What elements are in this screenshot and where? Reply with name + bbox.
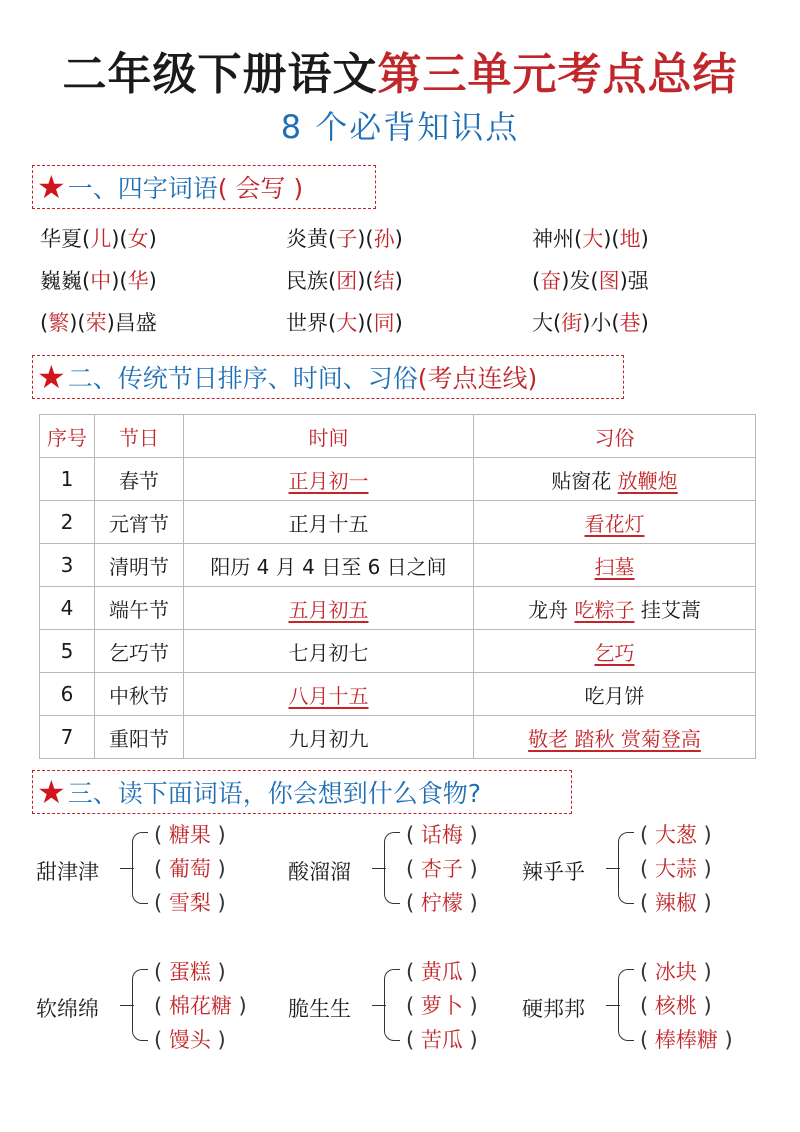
food-option <box>406 1023 478 1057</box>
cell-no: 6 <box>40 673 95 716</box>
time-text: 七月初七 <box>288 640 369 665</box>
idiom-text: ) <box>394 227 403 251</box>
food-group <box>288 955 538 1063</box>
custom-plain: 贴窗花 <box>551 468 618 493</box>
idiom-answer: 荣 <box>85 311 107 335</box>
time-text: 正月初一 <box>288 468 369 493</box>
cell-no: 5 <box>40 630 95 673</box>
brace-line <box>618 832 634 904</box>
idiom-answer: 结 <box>373 269 395 293</box>
idiom-item <box>40 302 286 344</box>
idiom-answer: 中 <box>90 269 112 293</box>
paren-open: ( <box>406 891 421 915</box>
page-title <box>0 38 800 102</box>
idiom-answer: 子 <box>336 227 358 251</box>
paren-close: ) <box>696 960 712 984</box>
idiom-text: ( <box>532 269 541 293</box>
food-option <box>154 886 226 920</box>
paren-close: ) <box>210 1028 226 1052</box>
idiom-text: ) <box>640 311 649 335</box>
food-options <box>406 818 478 920</box>
cell-festival: 元宵节 <box>95 501 184 544</box>
food-option <box>640 989 733 1023</box>
food-answer: 大葱 <box>654 823 697 847</box>
custom-plain: 龙舟 <box>528 597 575 622</box>
paren-open: ( <box>406 960 421 984</box>
cell-time <box>184 544 474 587</box>
food-options <box>640 955 733 1057</box>
custom-answer: 放鞭炮 <box>617 468 678 493</box>
cell-festival: 清明节 <box>95 544 184 587</box>
cell-no: 4 <box>40 587 95 630</box>
food-answer: 大蒜 <box>654 857 697 881</box>
paren-close: ) <box>696 857 712 881</box>
cell-time <box>184 458 474 501</box>
food-options <box>154 955 247 1057</box>
paren-open: ( <box>640 857 655 881</box>
food-option <box>640 818 712 852</box>
custom-plain: 吃月饼 <box>584 683 645 708</box>
food-option <box>154 955 247 989</box>
paren-close: ) <box>696 891 712 915</box>
idiom-answer: 巷 <box>619 311 641 335</box>
idiom-row <box>40 260 780 302</box>
idiom-answer: 图 <box>598 269 620 293</box>
custom-answer: 看花灯 <box>584 511 645 536</box>
table-row <box>40 587 756 630</box>
paren-close: ) <box>462 960 478 984</box>
idiom-item <box>532 260 778 302</box>
time-text: 五月初五 <box>288 597 369 622</box>
cell-festival: 中秋节 <box>95 673 184 716</box>
idiom-text: ) <box>394 311 403 335</box>
col-header-time: 时间 <box>184 415 474 458</box>
food-word: 辣乎乎 <box>522 860 585 884</box>
festival-table <box>39 414 756 759</box>
idiom-text: )昌盛 <box>106 311 157 335</box>
paren-close: ) <box>210 823 226 847</box>
food-option <box>406 818 478 852</box>
food-option <box>640 852 712 886</box>
food-group <box>288 818 538 926</box>
idiom-text: )( <box>111 227 128 251</box>
idiom-text: 世界( <box>286 311 337 335</box>
food-option <box>406 852 478 886</box>
idiom-answer: 大 <box>336 311 358 335</box>
idiom-answer: 繁 <box>48 311 70 335</box>
paren-open: ( <box>406 1028 421 1052</box>
cell-no: 2 <box>40 501 95 544</box>
custom-answer: 敬老 踏秋 赏菊登高 <box>528 726 701 751</box>
section-3-title: 三、读下面词语，你会想到什么食物? <box>67 779 481 808</box>
paren-open: ( <box>154 994 169 1018</box>
food-answer: 蛋糕 <box>168 960 211 984</box>
idiom-text: 民族( <box>286 269 337 293</box>
cell-no: 3 <box>40 544 95 587</box>
idiom-item <box>532 218 778 260</box>
cell-custom <box>474 630 756 673</box>
idiom-text: 大( <box>532 311 562 335</box>
idiom-row <box>40 302 780 344</box>
cell-festival: 春节 <box>95 458 184 501</box>
paren-close: ) <box>210 960 226 984</box>
cell-festival: 乞巧节 <box>95 630 184 673</box>
food-option <box>406 989 478 1023</box>
paren-open: ( <box>406 823 421 847</box>
paren-open: ( <box>640 823 655 847</box>
section-3-header <box>32 770 572 814</box>
idiom-text: )( <box>69 311 86 335</box>
food-option <box>640 955 733 989</box>
cell-no: 7 <box>40 716 95 759</box>
page-subtitle: 8 个必背知识点 <box>280 108 520 146</box>
star-icon: ★ <box>37 358 66 396</box>
star-icon: ★ <box>37 773 66 811</box>
paren-open: ( <box>154 891 169 915</box>
cell-festival: 重阳节 <box>95 716 184 759</box>
cell-custom <box>474 501 756 544</box>
section-2-note: (考点连线) <box>417 364 538 393</box>
idiom-text: ) <box>394 269 403 293</box>
paren-close: ) <box>210 891 226 915</box>
idiom-text: ) <box>640 227 649 251</box>
idiom-text: 巍巍( <box>40 269 91 293</box>
cell-time <box>184 587 474 630</box>
idiom-answer: 街 <box>561 311 583 335</box>
custom-answer: 扫墓 <box>594 554 635 579</box>
cell-time <box>184 501 474 544</box>
table-row <box>40 630 756 673</box>
paren-close: ) <box>696 994 712 1018</box>
paren-close: ) <box>231 994 247 1018</box>
paren-open: ( <box>640 960 655 984</box>
idiom-text: ) <box>148 269 157 293</box>
cell-custom <box>474 716 756 759</box>
col-header-custom: 习俗 <box>474 415 756 458</box>
idiom-item <box>286 218 532 260</box>
food-word: 硬邦邦 <box>522 997 585 1021</box>
cell-no: 1 <box>40 458 95 501</box>
idiom-text: )( <box>111 269 128 293</box>
paren-open: ( <box>640 994 655 1018</box>
title-red: 第三单元考点总结 <box>377 49 738 100</box>
idiom-text: )发( <box>561 269 599 293</box>
paren-open: ( <box>640 891 655 915</box>
table-row <box>40 458 756 501</box>
idiom-item <box>532 302 778 344</box>
time-text: 九月初九 <box>288 726 369 751</box>
idiom-answer: 孙 <box>373 227 395 251</box>
food-options <box>640 818 712 920</box>
food-answer: 苦瓜 <box>420 1028 463 1052</box>
col-header-festival: 节日 <box>95 415 184 458</box>
paren-open: ( <box>154 1028 169 1052</box>
idiom-answer: 儿 <box>90 227 112 251</box>
time-text: 正月十五 <box>288 511 369 536</box>
food-answer: 杏子 <box>420 857 463 881</box>
idiom-text: )( <box>357 311 374 335</box>
paren-open: ( <box>154 960 169 984</box>
paren-close: ) <box>210 857 226 881</box>
table-header-row <box>40 415 756 458</box>
idiom-text: ( <box>40 311 49 335</box>
food-group <box>36 955 286 1063</box>
idiom-text: )( <box>357 227 374 251</box>
food-options <box>406 955 478 1057</box>
idiom-text: )( <box>357 269 374 293</box>
idiom-text: 神州( <box>532 227 583 251</box>
idiom-item <box>286 302 532 344</box>
food-group <box>522 955 772 1063</box>
idiom-text: ) <box>148 227 157 251</box>
food-word: 脆生生 <box>288 997 351 1021</box>
col-header-no: 序号 <box>40 415 95 458</box>
paren-close: ) <box>462 823 478 847</box>
food-answer: 馒头 <box>168 1028 211 1052</box>
idiom-answer: 奋 <box>540 269 562 293</box>
cell-time <box>184 630 474 673</box>
idiom-answer: 女 <box>127 227 149 251</box>
custom-tail: 挂艾蒿 <box>634 597 701 622</box>
food-answer: 柠檬 <box>420 891 463 915</box>
food-option <box>406 886 478 920</box>
section-1-title: 一、四字词语 <box>67 174 218 203</box>
cell-custom <box>474 673 756 716</box>
idiom-answer: 团 <box>336 269 358 293</box>
brace-line <box>618 969 634 1041</box>
table-row <box>40 716 756 759</box>
brace-line <box>384 969 400 1041</box>
food-option <box>406 955 478 989</box>
cell-custom <box>474 458 756 501</box>
food-answer: 棉花糖 <box>168 994 232 1018</box>
idiom-item <box>286 260 532 302</box>
paren-open: ( <box>154 823 169 847</box>
food-option <box>640 1023 733 1057</box>
food-answer: 萝卜 <box>420 994 463 1018</box>
brace-line <box>132 832 148 904</box>
idiom-item <box>40 260 286 302</box>
paren-open: ( <box>640 1028 655 1052</box>
idiom-row <box>40 218 780 260</box>
cell-custom <box>474 587 756 630</box>
table-row <box>40 673 756 716</box>
idiom-text: )强 <box>619 269 649 293</box>
cell-time <box>184 716 474 759</box>
food-answer: 棒棒糖 <box>654 1028 718 1052</box>
brace-line <box>132 969 148 1041</box>
idiom-text: )( <box>603 227 620 251</box>
food-options <box>154 818 226 920</box>
food-answer: 黄瓜 <box>420 960 463 984</box>
paren-close: ) <box>462 994 478 1018</box>
paren-open: ( <box>406 857 421 881</box>
section-2-title: 二、传统节日排序、时间、习俗 <box>67 364 418 393</box>
food-option <box>154 989 247 1023</box>
idiom-list <box>40 218 780 344</box>
cell-custom <box>474 544 756 587</box>
table-row <box>40 544 756 587</box>
time-text: 八月十五 <box>288 683 369 708</box>
idiom-answer: 地 <box>619 227 641 251</box>
section-2-header <box>32 355 624 399</box>
idiom-text: )小( <box>582 311 620 335</box>
custom-answer: 吃粽子 <box>574 597 635 622</box>
time-text: 阳历 4 月 4 日至 6 日之间 <box>210 554 447 579</box>
paren-close: ) <box>462 1028 478 1052</box>
food-group <box>36 818 286 926</box>
star-icon: ★ <box>37 168 66 206</box>
food-word: 酸溜溜 <box>288 860 351 884</box>
cell-time <box>184 673 474 716</box>
paren-close: ) <box>717 1028 733 1052</box>
idiom-text: 炎黄( <box>286 227 337 251</box>
paren-open: ( <box>154 857 169 881</box>
brace-line <box>384 832 400 904</box>
food-answer: 冰块 <box>654 960 697 984</box>
paren-close: ) <box>462 857 478 881</box>
idiom-answer: 华 <box>127 269 149 293</box>
custom-answer: 乞巧 <box>594 640 635 665</box>
food-answer: 糖果 <box>168 823 211 847</box>
food-word: 软绵绵 <box>36 997 99 1021</box>
section-1-note: ( 会写 ) <box>217 174 304 203</box>
food-group <box>522 818 772 926</box>
paren-close: ) <box>462 891 478 915</box>
food-option <box>154 1023 247 1057</box>
food-answer: 话梅 <box>420 823 463 847</box>
food-option <box>640 886 712 920</box>
idiom-text: 华夏( <box>40 227 91 251</box>
food-answer: 雪梨 <box>168 891 211 915</box>
idiom-answer: 同 <box>373 311 395 335</box>
food-answer: 辣椒 <box>654 891 697 915</box>
idiom-item <box>40 218 286 260</box>
food-answer: 葡萄 <box>168 857 211 881</box>
idiom-answer: 大 <box>582 227 604 251</box>
food-word: 甜津津 <box>36 860 99 884</box>
food-answer: 核桃 <box>654 994 697 1018</box>
cell-festival: 端午节 <box>95 587 184 630</box>
paren-open: ( <box>406 994 421 1018</box>
paren-close: ) <box>696 823 712 847</box>
title-black: 二年级下册语文 <box>62 49 378 100</box>
table-row <box>40 501 756 544</box>
food-option <box>154 852 226 886</box>
section-1-header <box>32 165 376 209</box>
food-option <box>154 818 226 852</box>
